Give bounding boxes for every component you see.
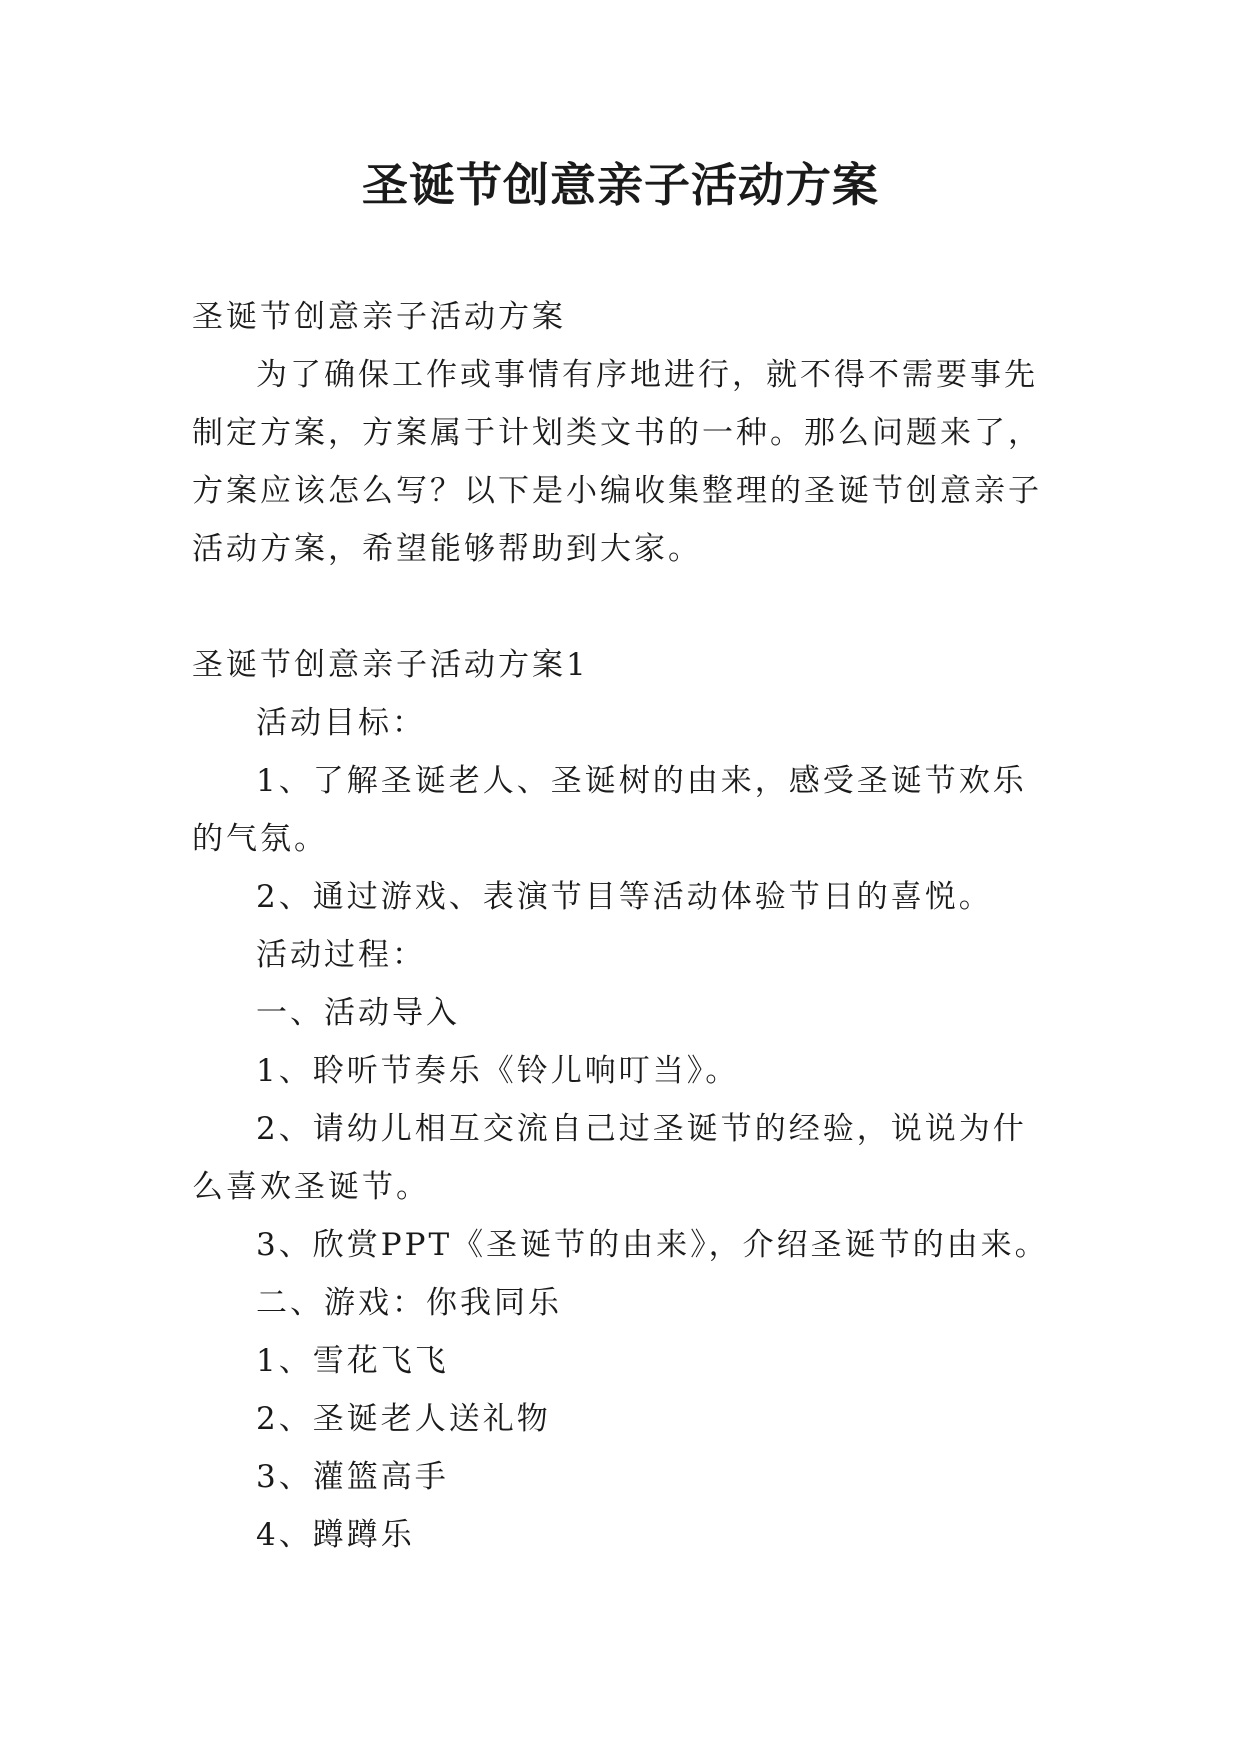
section-heading: 圣诞节创意亲子活动方案1	[192, 647, 589, 683]
process-heading: 活动过程：	[256, 937, 426, 973]
goal-item-1: 1、了解圣诞老人、圣诞树的由来，感受圣诞节欢乐的气氛。	[192, 763, 1027, 857]
part2-item-1: 1、雪花飞飞	[256, 1343, 449, 1379]
document-subtitle: 圣诞节创意亲子活动方案	[192, 299, 566, 335]
part1-heading: 一、活动导入	[256, 995, 460, 1031]
part1-item-1: 1、聆听节奏乐《铃儿响叮当》。	[256, 1053, 740, 1089]
paragraph-gap	[192, 578, 1054, 636]
document-title: 圣诞节创意亲子活动方案	[362, 158, 879, 212]
goal-item-2: 2、通过游戏、表演节目等活动体验节日的喜悦。	[256, 879, 993, 915]
part2-item-4: 4、蹲蹲乐	[256, 1517, 415, 1553]
goal-heading: 活动目标：	[256, 705, 426, 741]
part2-heading: 二、游戏：你我同乐	[256, 1285, 562, 1321]
intro-paragraph: 为了确保工作或事情有序地进行，就不得不需要事先制定方案，方案属于计划类文书的一种。那么问题来了，方案应该怎么写？以下是小编收集整理的圣诞节创意亲子活动方案，希望能够帮助到大家。	[192, 357, 1042, 567]
part1-item-2: 2、请幼儿相互交流自己过圣诞节的经验，说说为什么喜欢圣诞节。	[192, 1111, 1027, 1205]
document-body	[192, 288, 1054, 1564]
part2-item-2: 2、圣诞老人送礼物	[256, 1401, 551, 1437]
part2-item-3: 3、灌篮高手	[256, 1459, 449, 1495]
part1-item-3: 3、欣赏PPT《圣诞节的由来》，介绍圣诞节的由来。	[256, 1227, 1049, 1263]
